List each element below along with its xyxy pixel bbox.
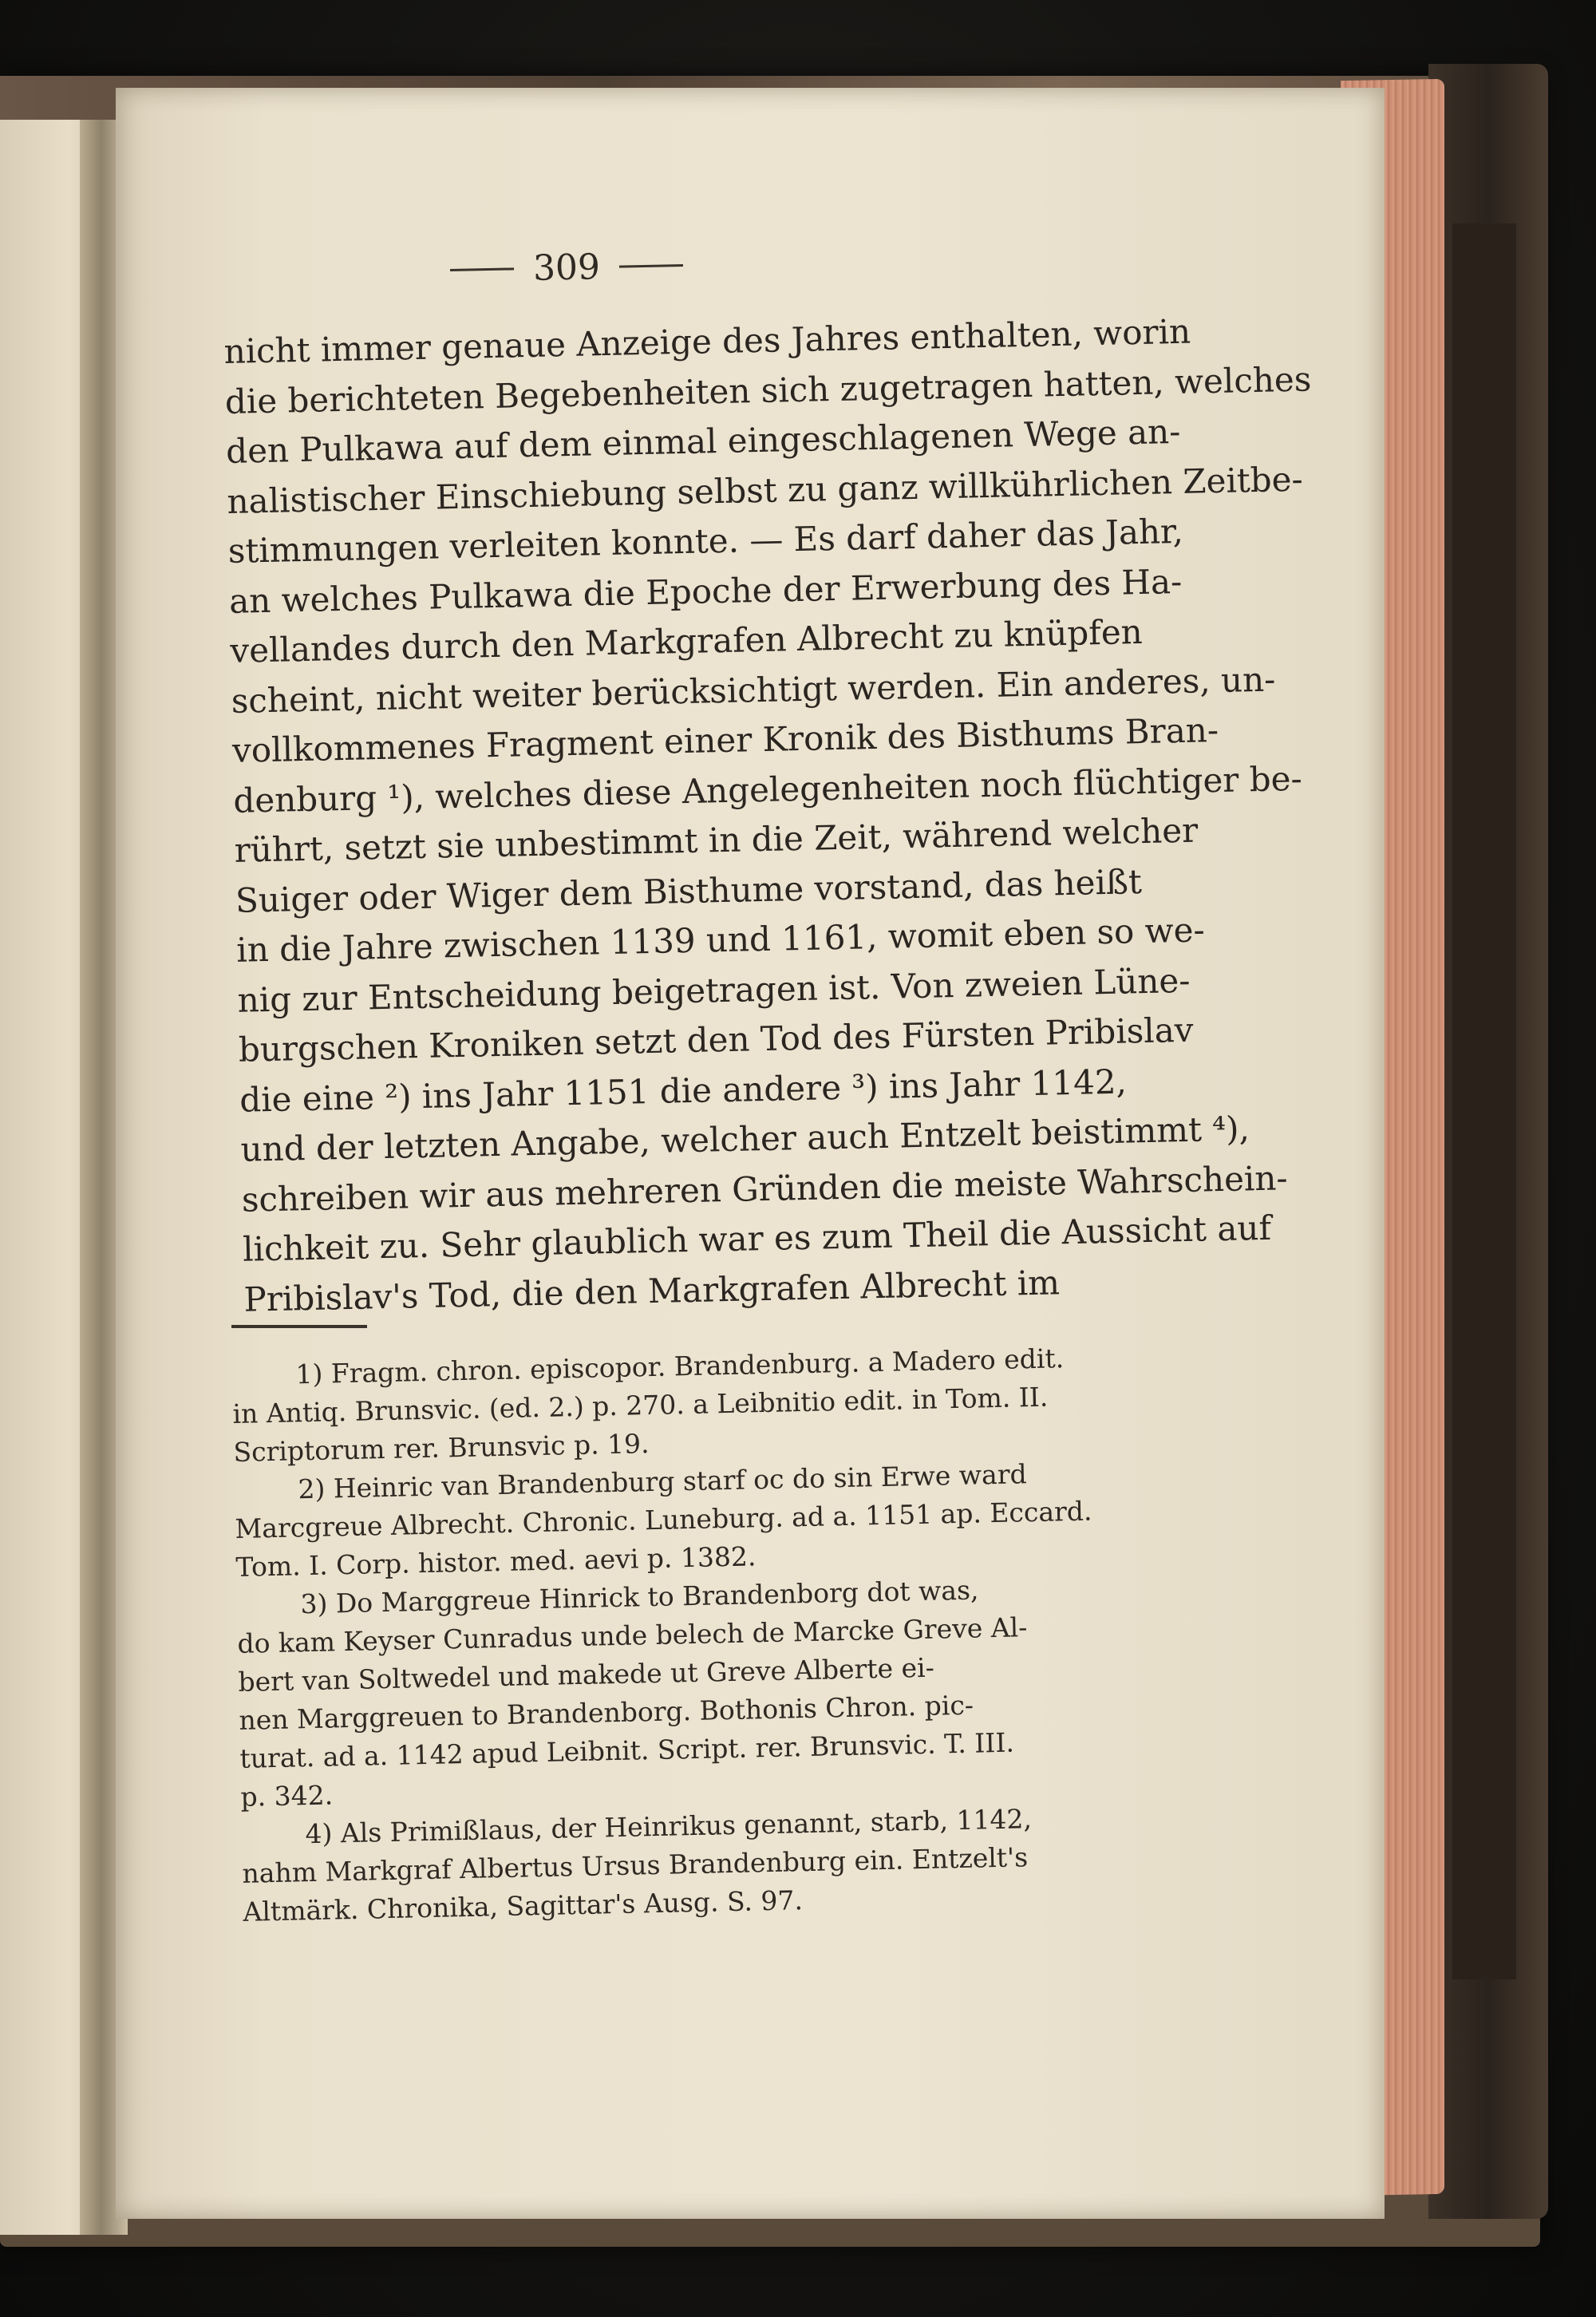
footnote-line: nen Marggreuen to Brandenborg. Bothonis Chron. pic-	[239, 1689, 974, 1736]
body-line: den Pulkawa auf dem einmal eingeschlagenen Wege an-	[225, 411, 1181, 471]
footnote-line: in Antiq. Brunsvic. (ed. 2.) p. 270. a Leibnitio edit. in Tom. II.	[232, 1381, 1049, 1429]
footnotes-block	[231, 1338, 1161, 1931]
body-text	[223, 308, 1312, 1325]
header-rule-left	[450, 267, 514, 271]
footnote-line: do kam Keyser Cunradus unde belech de Marcke Greve Al-	[237, 1611, 1028, 1659]
footnote-line: turat. ad a. 1142 apud Leibnit. Script. rer. Brunsvic. T. III.	[239, 1726, 1015, 1774]
body-text-block	[223, 308, 1312, 1325]
footnote-line: nahm Markgraf Albertus Ursus Brandenburg ein. Entzelt's	[242, 1841, 1029, 1889]
footnote-line: Altmärk. Chronika, Sagittar's Ausg. S. 97.	[243, 1884, 804, 1928]
body-line: rührt, setzt sie unbestimmt in die Zeit, während welcher	[234, 810, 1199, 870]
footnote-line: Marcgreue Albrecht. Chronic. Luneburg. ad a. 1151 ap. Eccard.	[235, 1495, 1092, 1544]
header-rule-right	[619, 264, 683, 268]
footnote-line: Tom. I. Corp. histor. med. aevi p. 1382.	[235, 1540, 757, 1583]
footnote-line: 4) Als Primißlaus, der Heinrikus genannt, starb, 1142,	[305, 1803, 1033, 1850]
body-line: in die Jahre zwischen 1139 und 1161, womit eben so we-	[235, 910, 1206, 970]
body-line: die berichteten Begebenheiten sich zugetragen hatten, welches	[224, 358, 1312, 421]
body-line: an welches Pulkawa die Epoche der Erwerbung des Ha-	[228, 561, 1183, 621]
body-line: vellandes durch den Markgrafen Albrecht zu knüpfen	[229, 611, 1144, 670]
footnote-rule	[231, 1325, 367, 1328]
body-line: Suiger oder Wiger dem Bisthume vorstand, das heißt	[235, 861, 1143, 920]
footnote-line: Scriptorum rer. Brunsvic p. 19.	[233, 1428, 650, 1468]
body-line: burgschen Kroniken setzt den Tod des Fürsten Pribislav	[238, 1010, 1194, 1070]
body-line: lichkeit zu. Sehr glaublich war es zum Theil die Aussicht auf	[242, 1208, 1272, 1269]
footnote-line: bert van Soltwedel und makede ut Greve Alberte ei-	[238, 1651, 935, 1698]
body-line: und der letzten Angabe, welcher auch Entzelt beistimmt ⁴),	[240, 1109, 1250, 1169]
footnote-line: p. 342.	[240, 1779, 334, 1813]
footnote-line: 3) Do Marggreue Hinrick to Brandenborg dot was,	[300, 1574, 979, 1620]
body-line: denburg ¹), welches diese Angelegenheiten noch flüchtiger be-	[232, 758, 1303, 820]
body-line: nig zur Entscheidung beigetragen ist. Von zweien Lüne-	[237, 960, 1191, 1020]
body-line: schreiben wir aus mehreren Gründen die meiste Wahrschein-	[241, 1157, 1289, 1220]
footnote-line: 2) Heinric van Brandenburg starf oc do sin Erwe ward	[298, 1458, 1028, 1505]
cover-spine-shadow	[1452, 223, 1516, 1979]
body-line: Pribislav's Tod, die den Markgrafen Albrecht im	[243, 1262, 1061, 1319]
body-line: die eine ²) ins Jahr 1151 die andere ³) ins Jahr 1142,	[239, 1062, 1128, 1120]
body-line: vollkommenes Fragment einer Kronik des Bisthums Bran-	[231, 710, 1219, 770]
body-line: scheint, nicht weiter berücksichtigt werden. Ein anderes, un-	[231, 658, 1276, 721]
body-line: stimmungen verleiten konnte. — Es darf daher das Jahr,	[227, 511, 1184, 571]
body-line: nicht immer genaue Anzeige des Jahres enthalten, worin	[223, 311, 1191, 371]
page-number: 309	[532, 247, 601, 289]
body-line: nalistischer Einschiebung selbst zu ganz willkührlichen Zeitbe-	[227, 459, 1304, 521]
footnote-line: 1) Fragm. chron. episcopor. Brandenburg. a Madero edit.	[295, 1342, 1065, 1390]
